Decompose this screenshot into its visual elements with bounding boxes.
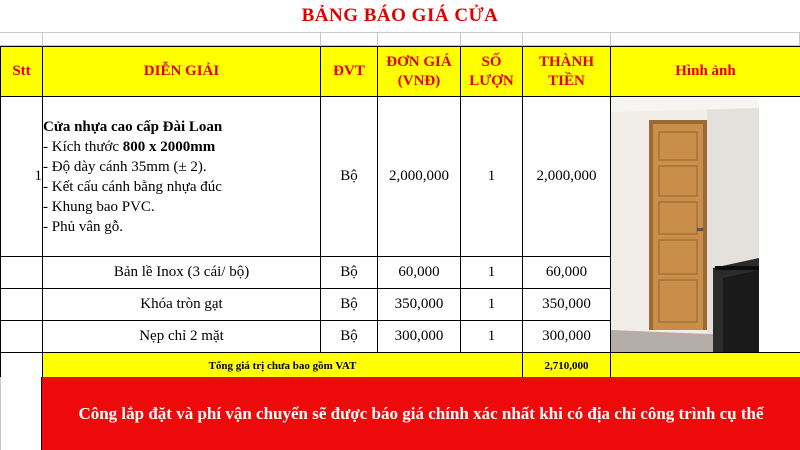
accessory-total: 300,000 bbox=[523, 321, 611, 353]
accessory-stt bbox=[1, 321, 43, 353]
accessory-quantity: 1 bbox=[461, 289, 523, 321]
price-table bbox=[0, 46, 800, 379]
main-item-total: 2,000,000 bbox=[523, 97, 611, 257]
main-item-detail: - Độ dày cánh 35mm (± 2). bbox=[43, 158, 207, 175]
accessory-name: Bản lề Inox (3 cái/ bộ) bbox=[43, 257, 321, 289]
header-row bbox=[1, 47, 800, 97]
totals-value: 2,710,000 bbox=[523, 353, 611, 379]
main-item-size-prefix: - Kích thước bbox=[43, 138, 123, 155]
main-item-detail: - Kết cấu cánh bằng nhựa đúc bbox=[43, 178, 222, 195]
door-photo bbox=[611, 98, 759, 352]
accessory-unit: Bộ bbox=[321, 321, 378, 353]
main-item-size-value: 800 x 2000mm bbox=[122, 138, 216, 155]
header-unit: ĐVT bbox=[321, 47, 378, 97]
accessory-unit: Bộ bbox=[321, 289, 378, 321]
accessory-name: Nẹp chỉ 2 mặt bbox=[43, 321, 321, 353]
header-unit-price-line2: (VNĐ) bbox=[397, 72, 441, 89]
totals-label: Tổng giá trị chưa bao gồm VAT bbox=[43, 353, 523, 379]
main-item-size bbox=[43, 137, 320, 157]
accessory-stt bbox=[1, 257, 43, 289]
header-unit-price bbox=[378, 47, 461, 97]
door-image-cell bbox=[611, 97, 800, 353]
notice-banner: Công lắp đặt và phí vận chuyển sẽ được báo giá chính xác nhất khi có địa chỉ công trình cụ thể bbox=[42, 377, 800, 450]
accessory-total: 350,000 bbox=[523, 289, 611, 321]
header-total-line1: THÀNH bbox=[538, 53, 594, 70]
table-row-main-item bbox=[1, 97, 800, 257]
header-image: Hình ảnh bbox=[611, 47, 800, 97]
accessory-stt bbox=[1, 289, 43, 321]
main-item-detail: - Khung bao PVC. bbox=[43, 198, 155, 215]
main-item-stt: 1 bbox=[1, 97, 43, 257]
notice-row bbox=[0, 377, 800, 450]
header-unit-price-line1: ĐƠN GIÁ bbox=[386, 53, 452, 70]
header-stt: Stt bbox=[1, 47, 43, 97]
header-quantity-line1: SỐ bbox=[481, 53, 502, 70]
header-description: DIỄN GIẢI bbox=[43, 47, 321, 97]
main-item-quantity: 1 bbox=[461, 97, 523, 257]
accessory-unit: Bộ bbox=[321, 257, 378, 289]
header-quantity-line2: LƯỢN bbox=[469, 72, 514, 89]
accessory-total: 60,000 bbox=[523, 257, 611, 289]
header-total bbox=[523, 47, 611, 97]
main-item-unit-price: 2,000,000 bbox=[378, 97, 461, 257]
accessory-unit-price: 350,000 bbox=[378, 289, 461, 321]
accessory-unit-price: 300,000 bbox=[378, 321, 461, 353]
main-item-description bbox=[43, 97, 321, 257]
accessory-unit-price: 60,000 bbox=[378, 257, 461, 289]
accessory-name: Khóa tròn gạt bbox=[43, 289, 321, 321]
totals-image-filler bbox=[611, 353, 800, 379]
header-quantity bbox=[461, 47, 523, 97]
header-total-line2: TIỀN bbox=[548, 72, 585, 89]
main-item-name: Cửa nhựa cao cấp Đài Loan bbox=[43, 118, 223, 135]
totals-stt bbox=[1, 353, 43, 379]
main-item-unit: Bộ bbox=[321, 97, 378, 257]
accessory-quantity: 1 bbox=[461, 257, 523, 289]
spacer-grid-row bbox=[0, 32, 800, 46]
notice-left-cell bbox=[0, 377, 42, 450]
page-title: BẢNG BÁO GIÁ CỬA bbox=[301, 5, 499, 26]
main-item-detail: - Phủ vân gỗ. bbox=[43, 218, 123, 235]
accessory-quantity: 1 bbox=[461, 321, 523, 353]
totals-row bbox=[1, 353, 800, 379]
